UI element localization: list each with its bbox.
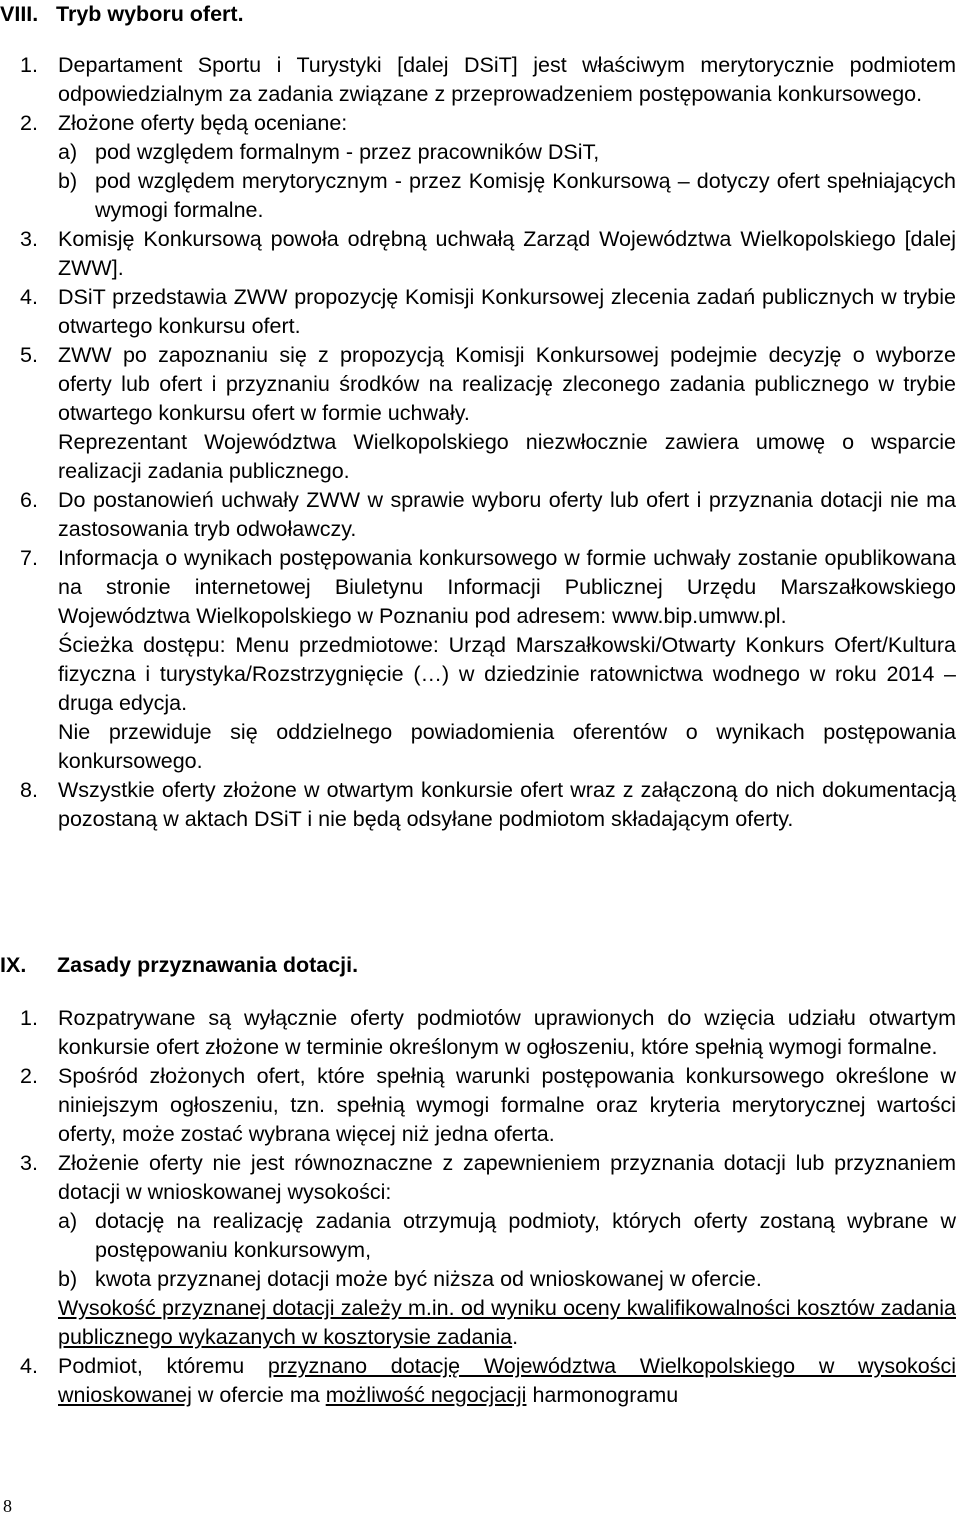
item-text: Nie przewiduje się oddzielnego powiadomienia oferentów o wynikach postępowania konkursowego. [58,720,956,773]
item-text: Komisję Konkursową powoła odrębną uchwałą Zarząd Województwa Wielkopolskiego [dalej ZWW]. [58,227,956,280]
text-run: harmonogramu [532,1383,679,1407]
item-number: 2. [20,111,38,135]
sub-item-label: b) [58,169,78,193]
underlined-text: możliwość negocjacji [325,1383,527,1407]
list-item [0,1004,956,1062]
item-text: Ścieżka dostępu: Menu przedmiotowe: Urząd Marszałkowski/Otwarty Konkurs Ofert/Kultura fizyczna i turystyka/Rozstrzygnięcie (…) w dziedzinie ratownictwa wodnego w roku 2014 – druga edycja. [58,633,956,715]
list-item [0,225,956,283]
list-item [0,283,956,341]
item-number: 1. [20,1006,38,1030]
item-text: Reprezentant Województwa Wielkopolskiego niezwłocznie zawiera umowę o wsparcie realizacji zadania publicznego. [58,430,956,483]
item-number: 4. [20,285,38,309]
item-text: DSiT przedstawia ZWW propozycję Komisji Konkursowej zlecenia zadań publicznych w trybie otwartego konkursu ofert. [58,285,956,338]
item-number: 3. [20,1151,38,1175]
list-item [0,109,956,225]
item-text: Informacja o wynikach postępowania konkursowego w formie uchwały zostanie opublikowana na stronie internetowej Biuletynu Informacji Publicznej Urzędu Marszałkowskiego Województwa Wielkopolskiego w Poznaniu pod adresem: www.bip.umww.pl. [58,546,956,628]
text-run: Podmiot, któremu [58,1354,245,1378]
text-run: w ofercie ma [197,1383,320,1407]
list-item [0,1062,956,1149]
item-text: Rozpatrywane są wyłącznie oferty podmiotów uprawionych do wzięcia udziału otwartym konkursie ofert złożone w terminie określonym w ogłoszeniu, które spełnią wymogi formalne. [58,1006,956,1059]
item-number: 6. [20,488,38,512]
section-ix-list [0,1004,956,1410]
page-number: 8 [3,1496,12,1516]
item-number: 7. [20,546,38,570]
list-item [0,1149,956,1352]
sub-item-text: pod względem merytorycznym - przez Komisję Konkursową – dotyczy ofert spełniających wymogi formalne. [95,169,956,222]
sub-item [58,1265,956,1294]
item-number: 2. [20,1064,38,1088]
item-text: Złożenie oferty nie jest równoznaczne z zapewnieniem przyznania dotacji lub przyznaniem dotacji w wnioskowanej wysokości: [58,1151,956,1204]
section-viii-list [0,51,956,834]
sub-item [58,167,956,225]
list-item [0,51,956,109]
sub-item-label: a) [58,1209,78,1233]
item-number: 8. [20,778,38,802]
item-text: Spośród złożonych ofert, które spełnią warunki postępowania konkursowego określone w niniejszym ogłoszeniu, tzn. spełnią wymogi formalne oraz kryteria merytorycznej wartości oferty, może zostać wybrana więcej niż jedna oferta. [58,1064,956,1146]
section-title: Zasady przyznawania dotacji. [57,953,359,977]
item-text [58,1352,956,1410]
list-item [0,486,956,544]
item-number: 3. [20,227,38,251]
list-item [0,544,956,776]
section-number: IX. [0,953,27,977]
note-period: . [512,1325,519,1349]
item-number: 4. [20,1354,38,1378]
section-title: Tryb wyboru ofert. [56,2,244,26]
item-text: Departament Sportu i Turystyki [dalej DSiT] jest właściwym merytorycznie podmiotem odpowiedzialnym za zadania związane z przeprowadzeniem postępowania konkursowego. [58,53,956,106]
sub-item-label: a) [58,140,78,164]
item-text: ZWW po zapoznaniu się z propozycją Komisji Konkursowej podejmie decyzję o wyborze oferty lub ofert i przyznaniu środków na realizację zleconego zadania publicznego w trybie otwartego konkursu ofert w formie uchwały. [58,343,956,425]
list-item [0,776,956,834]
sub-item-text: dotację na realizację zadania otrzymują podmioty, których oferty zostaną wybrane w postępowaniu konkursowym, [95,1209,956,1262]
list-item [0,1352,956,1410]
item-number: 5. [20,343,38,367]
sub-item-label: b) [58,1267,78,1291]
underlined-note: Wysokość przyznanej dotacji zależy m.in. od wyniku oceny kwalifikowalności kosztów zadania publicznego wykazanych w kosztorysie zadania [58,1296,956,1349]
underlined-text: przyznano dotację Województwa Wielkopolskiego w wysokości wnioskowanej [58,1354,957,1407]
sub-item-text: kwota przyznanej dotacji może być niższa od wnioskowanej w ofercie. [95,1267,762,1291]
sub-item [58,1207,956,1265]
item-text: Złożone oferty będą oceniane: [58,111,348,135]
item-note [58,1294,956,1352]
item-number: 1. [20,53,38,77]
list-item [0,341,956,486]
section-number: VIII. [0,2,39,26]
item-text: Wszystkie oferty złożone w otwartym konkursie ofert wraz z załączoną do nich dokumentacją pozostaną w aktach DSiT i nie będą odsyłane podmiotom składającym oferty. [58,778,956,831]
item-text: Do postanowień uchwały ZWW w sprawie wyboru oferty lub ofert i przyznania dotacji nie ma zastosowania tryb odwoławczy. [58,488,956,541]
sub-item [58,138,956,167]
sub-item-text: pod względem formalnym - przez pracowników DSiT, [95,140,600,164]
